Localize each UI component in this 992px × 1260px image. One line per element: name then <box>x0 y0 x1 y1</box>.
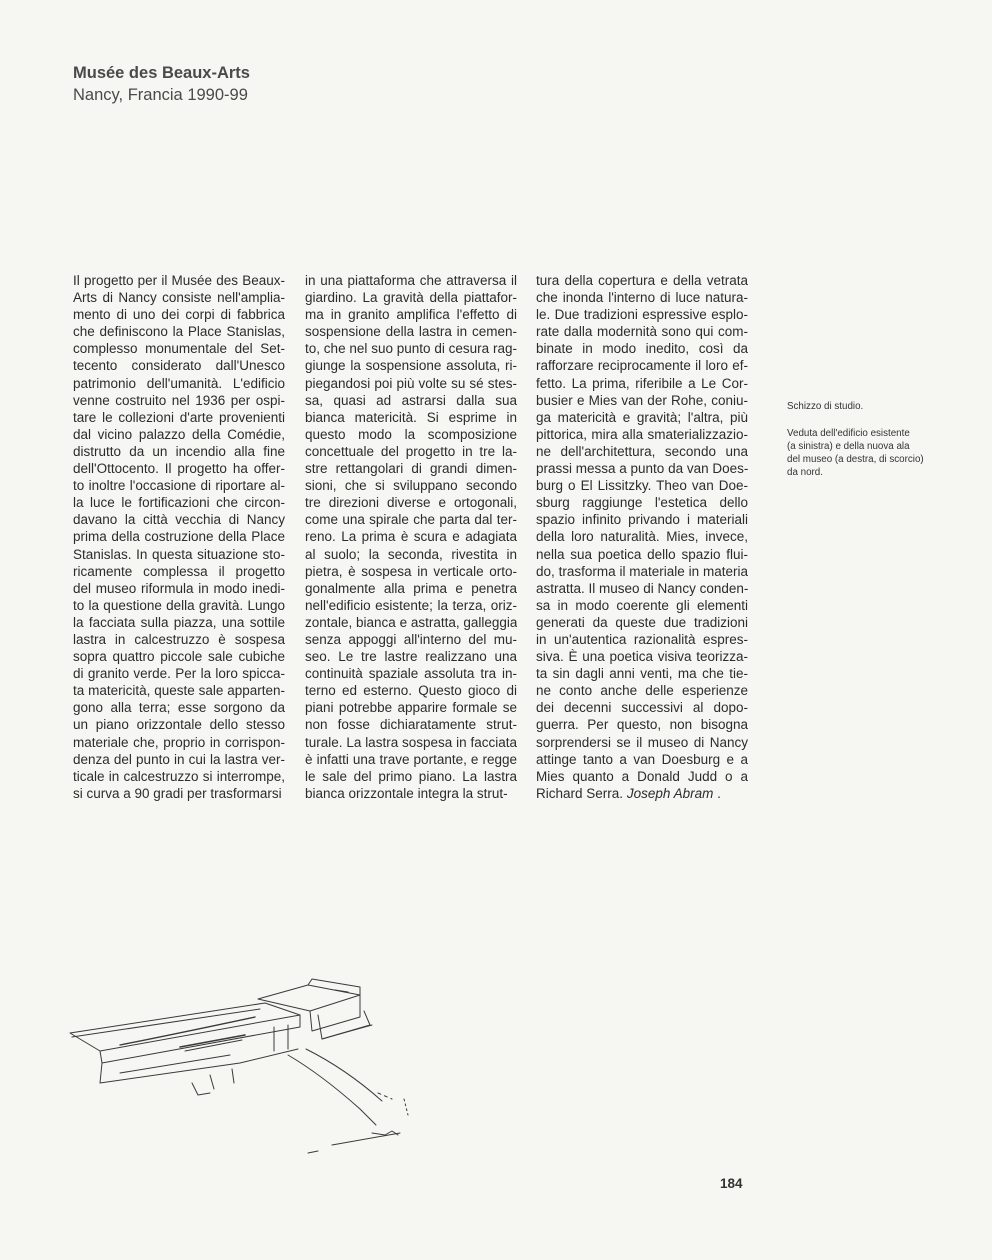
text-line: ma in granito amplifica l'effetto di <box>305 307 517 323</box>
text-line: dell'Ottocento. Il progetto ha offer- <box>73 461 285 477</box>
text-line: reno. La prima è scura e adagiata <box>305 529 517 545</box>
caption-line: Schizzo di studio. <box>787 401 864 412</box>
sketch-caption-title <box>787 400 947 413</box>
text-line: piani potrebbe apparire formale se <box>305 700 517 716</box>
text-line: concettuale del progetto in tre la- <box>305 443 517 459</box>
text-line: astratta. Il museo di Nancy conden- <box>536 580 748 596</box>
text-line: un piano orizzontale dello stesso <box>73 717 285 733</box>
text-line: do, trasforma il materiale in materia <box>536 563 748 579</box>
text-line: sospensione della lastra in cemen- <box>305 324 517 340</box>
article-title: Musée des Beaux-Arts <box>73 64 250 82</box>
text-line: to, che nel suo punto di cesura rag- <box>305 341 517 357</box>
text-line: nell'edificio esistente; la terza, oriz- <box>305 597 517 613</box>
author-signature: Joseph Abram <box>626 785 714 801</box>
text-line: ne dell'architettura, secondo una <box>536 443 748 459</box>
text-line: pietra, è sospesa in verticale orto- <box>305 563 517 579</box>
text-line: to inoltre l'occasione di riportare al- <box>73 478 285 494</box>
text-line: binate in modo inedito, così da <box>536 341 748 357</box>
text-line: materiale che, proprio in corrispon- <box>73 734 285 750</box>
text-line: to la questione della gravità. Lungo <box>73 597 285 613</box>
text-line: si curva a 90 gradi per trasformarsi <box>73 785 282 801</box>
text-line: Stanislas. In questa situazione sto- <box>73 546 285 562</box>
text-line: del museo riformula in modo inedi- <box>73 580 285 596</box>
text-line: rate dalla modernità sono qui com- <box>536 324 748 340</box>
text-line: guerra. Per questo, non bisogna <box>536 717 748 733</box>
text-column-1 <box>73 272 285 802</box>
text-line: busier e Mies van der Rohe, coniu- <box>536 392 748 408</box>
text-line: sburg raggiunge l'estetica dello <box>536 495 748 511</box>
text-line: pittorica, mira alla smaterializzazio- <box>536 426 748 442</box>
text-line: prima della costruzione della Place <box>73 529 285 545</box>
text-line: tura della copertura e della vetrata <box>536 273 748 288</box>
text-line: questo modo la scomposizione <box>305 426 517 442</box>
text-line: patrimonio dell'umanità. L'edificio <box>73 375 285 391</box>
text-line: attinge tanto a van Doesburg e a <box>536 751 748 767</box>
text-line: davano la città vecchia di Nancy <box>73 512 285 528</box>
text-line: è infatti una trave portante, e regge <box>305 751 517 767</box>
text-column-3 <box>536 272 748 802</box>
text-line: ticale in calcestruzzo si interrompe, <box>73 768 285 784</box>
text-line: distrutto da un incendio alla fine <box>73 443 285 459</box>
text-line: rafforzare reciprocamente il loro ef- <box>536 358 748 374</box>
text-line: sorprendersi se il museo di Nancy <box>536 734 748 750</box>
page-number: 184 <box>720 1176 743 1191</box>
text-line: non fosse dichiaratamente strut- <box>305 717 517 733</box>
text-line: le. Due tradizioni espressive esplo- <box>536 307 748 323</box>
caption-line: del museo (a destra, di scorcio) <box>787 454 924 465</box>
text-line: venne costruito nel 1936 per ospi- <box>73 392 285 408</box>
text-line: continuità spaziale assoluta tra in- <box>305 666 517 682</box>
text-line: le sale del primo piano. La lastra <box>305 768 517 784</box>
text-line: che inonda l'interno di luce natura- <box>536 290 748 306</box>
text-line: tecento considerato dall'Unesco <box>73 358 285 374</box>
text-line: fetto. La prima, riferibile a Le Cor- <box>536 375 748 391</box>
text-line: spazio infinito privando i materiali <box>536 512 748 528</box>
text-line: bianca orizzontale integra la strut- <box>305 785 508 801</box>
text-line: giardino. La gravità della piattafor- <box>305 290 517 306</box>
text-line: Richard Serra. Joseph Abram . <box>536 785 721 801</box>
text-line: zontale, bianca e astratta, galleggia <box>305 614 517 630</box>
caption-line: (a sinistra) e della nuova ala <box>787 441 910 452</box>
text-line: che definiscono la Place Stanislas, <box>73 324 285 340</box>
text-line: ta matericità, queste sale apparten- <box>73 683 285 699</box>
text-line: dal vicino palazzo della Comédie, <box>73 426 285 442</box>
text-line: burg o El Lissitzky. Theo van Doe- <box>536 478 748 494</box>
text-line: sa, quasi ad astrarsi dalla sua <box>305 392 517 408</box>
text-line: prassi messa a punto da van Does- <box>536 461 748 477</box>
text-line: gono alla terra; esse sorgono da <box>73 700 285 716</box>
text-line: tare le collezioni d'arte provenienti <box>73 409 285 425</box>
text-line: stre rettangolari di grandi dimen- <box>305 461 517 477</box>
text-line: giunge la sospensione assoluta, ri- <box>305 358 517 374</box>
text-line: della loro naturalità. Mies, invece, <box>536 529 748 545</box>
text-line: tre direzioni diverse e ortogonali, <box>305 495 517 511</box>
article-subtitle: Nancy, Francia 1990-99 <box>73 86 248 104</box>
caption-line: Veduta dell'edificio esistente <box>787 428 910 439</box>
text-line: generati da queste due tradizioni <box>536 614 748 630</box>
text-line: in una piattaforma che attraversa il <box>305 273 517 288</box>
text-line: dei decenni successivi al dopo- <box>536 700 748 716</box>
text-line: piegandosi poi più volte su sé stes- <box>305 375 517 391</box>
text-line: siva. È una poetica visiva teorizza- <box>536 649 748 665</box>
last-line-text: Richard Serra. <box>536 785 624 801</box>
article-header <box>73 62 250 106</box>
text-line: bianca matericità. Si esprime in <box>305 409 517 425</box>
text-line: complesso monumentale del Set- <box>73 341 285 357</box>
text-line: seo. Le tre lastre realizzano una <box>305 649 517 665</box>
text-line: sopra quattro piccole sale cubiche <box>73 649 285 665</box>
text-line: gonalmente alla prima e penetra <box>305 580 517 596</box>
sketch-caption-description <box>787 427 947 479</box>
text-line: la facciata sulla piazza, una sottile <box>73 614 285 630</box>
text-line: di granito verde. Per la loro spicca- <box>73 666 285 682</box>
text-line: terno ed esterno. Questo gioco di <box>305 683 517 699</box>
caption-line: da nord. <box>787 467 823 478</box>
text-line: lastra in calcestruzzo è sospesa <box>73 631 285 647</box>
text-line: ga matericità e gravità; l'altra, più <box>536 409 748 425</box>
text-column-2 <box>305 272 517 802</box>
text-line: ta sin dagli anni venti, ma che tie- <box>536 666 748 682</box>
text-line: in un'autentica razionalità espres- <box>536 631 748 647</box>
text-line: sioni, che si sviluppano secondo <box>305 478 517 494</box>
text-line: Mies quanto a Donald Judd o a <box>536 768 748 784</box>
text-line: nella sua poetica dello spazio flui- <box>536 546 748 562</box>
text-line: mento di uno dei corpi di fabbrica <box>73 307 285 323</box>
text-line: denza del punto in cui la lastra ver- <box>73 751 285 767</box>
text-line: la luce le fortificazioni che circon- <box>73 495 285 511</box>
text-line: senza appoggi all'interno del mu- <box>305 631 517 647</box>
text-line: ne conto anche delle esperienze <box>536 683 748 699</box>
text-line: Il progetto per il Musée des Beaux- <box>73 273 285 288</box>
text-line: sa in modo coerente gli elementi <box>536 597 748 613</box>
text-line: Arts di Nancy consiste nell'amplia- <box>73 290 285 306</box>
architectural-sketch <box>60 965 460 1165</box>
text-line: al suolo; la seconda, rivestita in <box>305 546 517 562</box>
text-line: ricamente complessa il progetto <box>73 563 285 579</box>
text-line: turale. La lastra sospesa in facciata <box>305 734 517 750</box>
text-line: come una spirale che parta dal ter- <box>305 512 517 528</box>
